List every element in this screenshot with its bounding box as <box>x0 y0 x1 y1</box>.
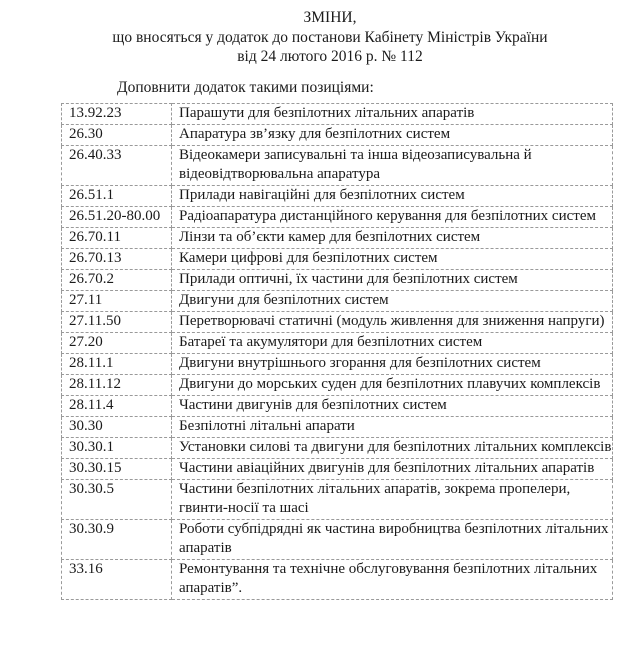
row-code: 28.11.12 <box>62 375 172 396</box>
row-description: Апаратура зв’язку для безпілотних систем <box>172 125 613 146</box>
row-code: 30.30 <box>62 417 172 438</box>
row-description: Прилади оптичні, їх частини для безпілотних систем <box>172 270 613 291</box>
row-code: 26.51.1 <box>62 186 172 207</box>
row-description: Роботи субпідрядні як частина виробництва безпілотних літальних апаратів <box>172 520 613 560</box>
positions-table-body <box>62 104 613 600</box>
row-code: 27.11 <box>62 291 172 312</box>
table-row <box>62 354 613 375</box>
row-description: Двигуни внутрішнього згорання для безпілотних систем <box>172 354 613 375</box>
row-description: Частини безпілотних літальних апаратів, зокрема пропелери, гвинти-носії та шасі <box>172 480 613 520</box>
row-description: Частини авіаційних двигунів для безпілотних літальних апаратів <box>172 459 613 480</box>
table-row <box>62 228 613 249</box>
row-code: 28.11.1 <box>62 354 172 375</box>
row-code: 13.92.23 <box>62 104 172 125</box>
table-row <box>62 480 613 520</box>
row-description: Частини двигунів для безпілотних систем <box>172 396 613 417</box>
document-title: ЗМІНИ, <box>303 9 357 26</box>
table-row <box>62 312 613 333</box>
row-code: 27.20 <box>62 333 172 354</box>
table-row <box>62 396 613 417</box>
table-row <box>62 333 613 354</box>
row-description: Прилади навігаційні для безпілотних систем <box>172 186 613 207</box>
row-description: Лінзи та об’єкти камер для безпілотних систем <box>172 228 613 249</box>
row-code: 28.11.4 <box>62 396 172 417</box>
table-row <box>62 417 613 438</box>
document-subtitle: що вносяться у додаток до постанови Кабінету Міністрів України <box>112 29 548 46</box>
row-code: 30.30.15 <box>62 459 172 480</box>
row-code: 30.30.5 <box>62 480 172 520</box>
row-code: 30.30.9 <box>62 520 172 560</box>
table-row <box>62 438 613 459</box>
table-row <box>62 520 613 560</box>
row-description: Двигуни до морських суден для безпілотних плавучих комплексів <box>172 375 613 396</box>
table-row <box>62 375 613 396</box>
table-row <box>62 560 613 600</box>
table-row <box>62 270 613 291</box>
row-description: Безпілотні літальні апарати <box>172 417 613 438</box>
row-description: Парашути для безпілотних літальних апаратів <box>172 104 613 125</box>
row-description: Батареї та акумулятори для безпілотних систем <box>172 333 613 354</box>
table-row <box>62 249 613 270</box>
table-row <box>62 125 613 146</box>
table-row <box>62 207 613 228</box>
row-description: Перетворювачі статичні (модуль живлення для зниження напруги) <box>172 312 613 333</box>
table-row <box>62 104 613 125</box>
row-description: Ремонтування та технічне обслуговування безпілотних літальних апаратів”. <box>172 560 613 600</box>
row-code: 26.70.13 <box>62 249 172 270</box>
row-code: 26.40.33 <box>62 146 172 186</box>
row-code: 30.30.1 <box>62 438 172 459</box>
row-code: 26.51.20-80.00 <box>62 207 172 228</box>
positions-table <box>61 103 613 600</box>
row-description: Двигуни для безпілотних систем <box>172 291 613 312</box>
table-row <box>62 146 613 186</box>
table-row <box>62 459 613 480</box>
row-code: 26.70.2 <box>62 270 172 291</box>
table-row <box>62 186 613 207</box>
document-date-line: від 24 лютого 2016 р. № 112 <box>237 48 423 65</box>
row-description: Камери цифрові для безпілотних систем <box>172 249 613 270</box>
document-header <box>0 8 640 66</box>
row-code: 27.11.50 <box>62 312 172 333</box>
row-description: Установки силові та двигуни для безпілотних літальних комплексів <box>172 438 613 459</box>
row-description: Радіоапаратура дистанційного керування для безпілотних систем <box>172 207 613 228</box>
row-code: 26.70.11 <box>62 228 172 249</box>
row-description: Відеокамери записувальні та інша відеозаписувальна й відеовідтворювальна апаратура <box>172 146 613 186</box>
row-code: 33.16 <box>62 560 172 600</box>
row-code: 26.30 <box>62 125 172 146</box>
table-row <box>62 291 613 312</box>
intro-text: Доповнити додаток такими позиціями: <box>117 79 374 96</box>
